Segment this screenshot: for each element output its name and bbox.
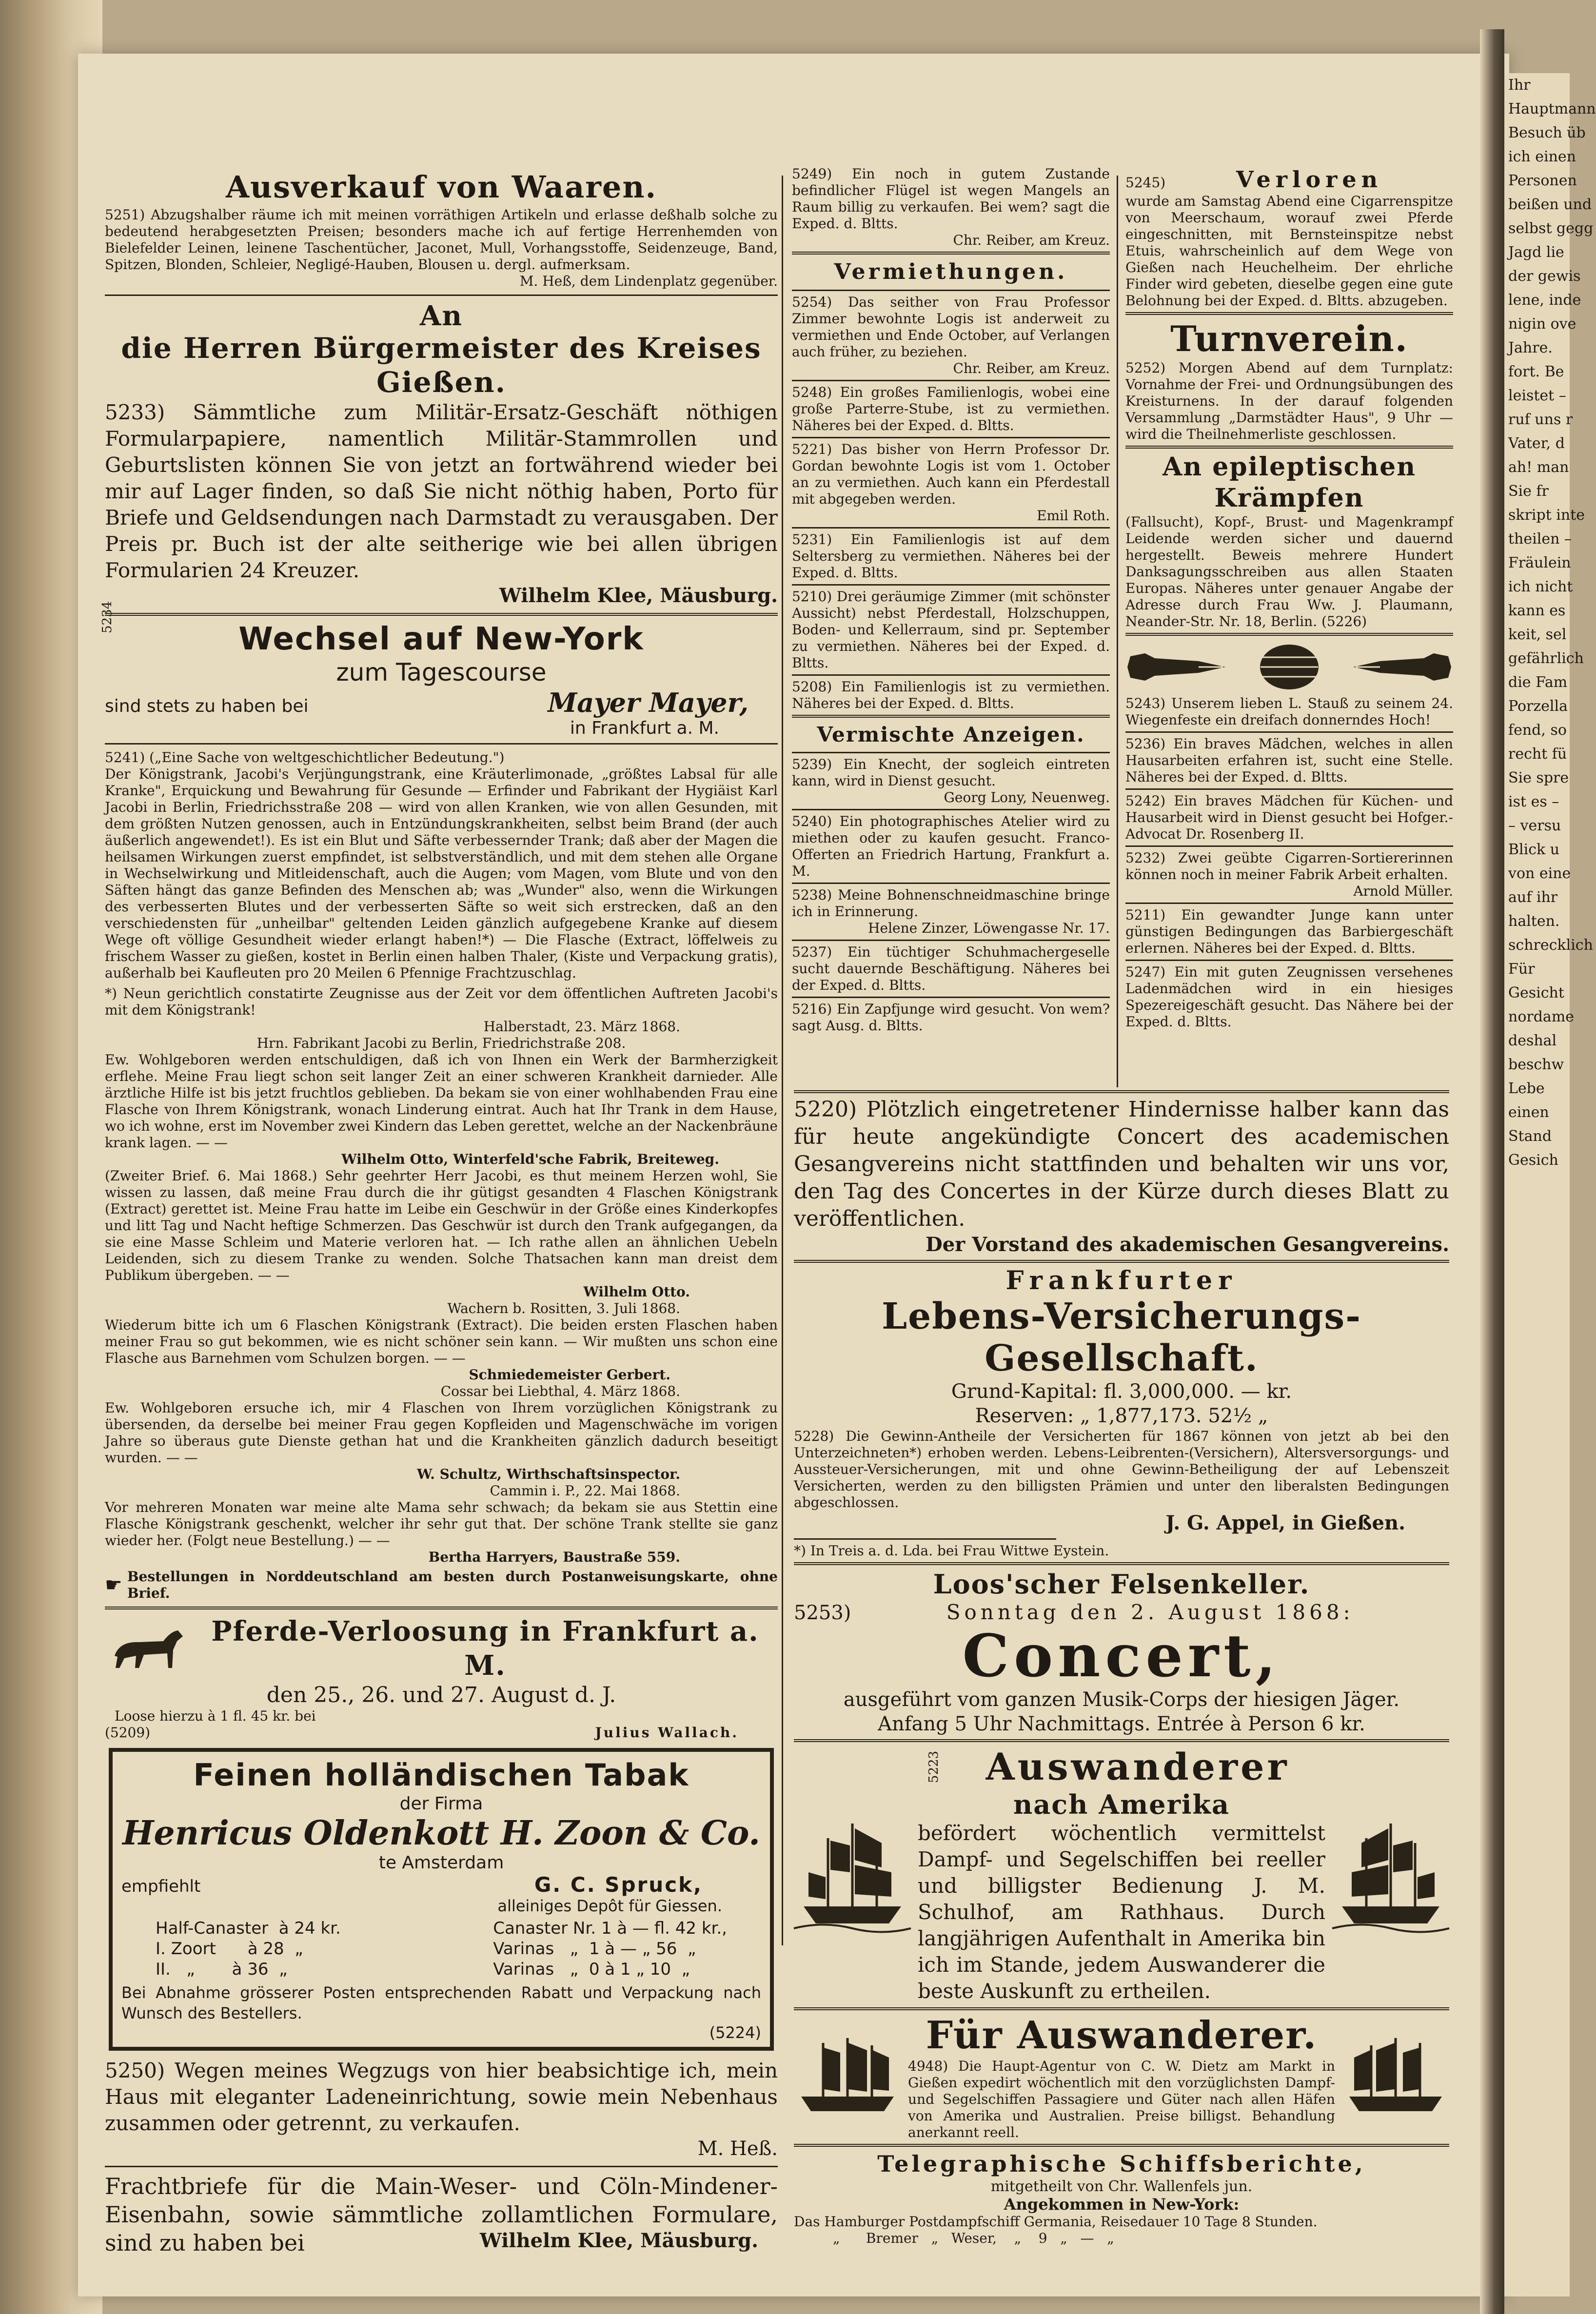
- letter-signature: Schmiedemeister Gerbert.: [469, 1367, 670, 1383]
- ad-footer: Bei Abnahme grösserer Posten entsprechenden Rabatt und Verpackung nach Wunsch des Bestellers.: [121, 1983, 761, 2022]
- next-page-line: kann es: [1508, 602, 1566, 619]
- ad-firm: Mayer Mayer,: [548, 687, 749, 718]
- sailing-ship-icon: [794, 1814, 911, 1936]
- divider: [792, 437, 1110, 438]
- letter-signature: W. Schultz, Wirthschaftsinspector.: [417, 1466, 680, 1482]
- next-page-line: recht fü: [1508, 745, 1567, 763]
- ad-frachtbriefe: [105, 2170, 778, 2255]
- next-page-line: schrecklich: [1508, 937, 1593, 954]
- ad-reserves: Reserven: „ 1,877,173. 52½ „: [975, 1405, 1268, 1427]
- ad-body: 5251) Abzugshalber räume ich mit meinen vorräthigen Artikeln und erlasse deßhalb solche zu bedeutend herabgesetzten Preisen; besonders mache ich auf fertige Herrenhemden von Bielefelder Leinen, leinene Taschentücher, Jaconet, Mull, Vorhangsstoffe, Seidenzeuge, Band, Spitzen, Blonden, Schleier, Negligé-Hauben, Blousen u. dergl. aufmerksam.: [105, 207, 778, 273]
- next-page-line: beschw: [1508, 1056, 1564, 1073]
- next-page-line: Hauptmann: [1508, 100, 1596, 118]
- ad-heading: die Herren Bürgermeister des Kreises Gießen.: [121, 332, 762, 399]
- letter-place: Cossar bei Liebthal, 4. März 1868.: [440, 1383, 680, 1399]
- divider: [794, 1538, 1056, 1540]
- ad-concert-cancel: 5220) Plötzlich eingetretener Hindernisse halber kann das für heute angekündigte Concert des academischen Gesangvereins nicht stattfinden und behalten wir uns vor, den Tag des Concertes in der Kürze durch dieses Blatt zu veröffentlichen.: [794, 1097, 1449, 1231]
- ad-order-note: Bestellungen in Norddeutschland am besten durch Postanweisungskarte, ohne Brief.: [127, 1569, 778, 1601]
- ship-report-row: „ Bremer „ Weser, „ 9 „ — „: [833, 2230, 1114, 2246]
- divider: [1125, 960, 1453, 961]
- divider: [792, 997, 1110, 998]
- price-list-right: [493, 1918, 727, 1980]
- price-list-left: [156, 1918, 341, 1980]
- next-page-line: Jagd lie: [1508, 244, 1564, 261]
- ad-signature: Der Vorstand des akademischen Gesangvereins.: [926, 1233, 1449, 1256]
- ad-body: 5211) Ein gewandter Junge kann unter günstigen Bedingungen das Barbiergeschäft erlernen. Näheres bei der Exped. d. Bltts.: [1125, 907, 1453, 956]
- ad-heading-turnverein: Turnverein.: [1170, 318, 1408, 359]
- ad-body: 5228) Die Gewinn-Antheile der Versicherten für 1867 können von jetzt ab bei den Unterzeichneten*) erhoben werden. Lebens-Leibrenten-(Versichern), Altersversorgungs- und Aussteuer-Versicherungen, mit und ohne Gewinn-Betheiligung der auf Lebenszeit Versicherten, werden zu den billigsten Prämien und unter den liberalsten Bedingungen abgeschlossen.: [794, 1428, 1449, 1510]
- price-line: Half-Canaster à 24 kr.: [156, 1919, 341, 1938]
- next-page-line: theilen –: [1508, 530, 1572, 548]
- letter-body: Ew. Wohlgeboren werden entschuldigen, daß ich von Ihnen ein Werk der Barmherzigkeit erflehe. Meine Frau liegt schon seit langer Zeit an einer schweren Krankheit darnieder. Alle ärztliche Hilfe ist bis jetzt fruchtlos geblieben. Da bekam sie von einer wohlhabenden Frau eine Flasche von Ihrem Königstrank, wonach Linderung eintrat. Auch hat Ihr Trank in dem Hause, wo ich wohne, erst im November zwei Kindern das Leben gerettet, welche an der Nackenbräune krank lagen. — —: [105, 1052, 778, 1151]
- ad-heading: Loos'scher Felsenkeller.: [933, 1569, 1310, 1600]
- divider: [1125, 633, 1453, 636]
- ad-fluegel: 5249) Ein noch in gutem Zustande befindlicher Flügel ist wegen Mangels an Raum billig zu verkaufen. Bei wem? sagt die Exped. d. Bltts.: [792, 166, 1110, 232]
- next-page-fragment: [1504, 73, 1596, 2296]
- ad-heading: Auswanderer: [985, 1745, 1290, 1788]
- ad-sub: mitgetheilt von Chr. Wallenfels jun.: [990, 2178, 1253, 2195]
- next-page-line: Stand: [1508, 1128, 1552, 1145]
- divider: [792, 290, 1110, 291]
- ad-lots: Loose hierzu à 1 fl. 45 kr. bei: [115, 1708, 316, 1724]
- ad-seller: Julius Wallach.: [595, 1725, 739, 1741]
- ad-heading: Lebens-Versicherungs-Gesellschaft.: [882, 1295, 1361, 1379]
- ad-body: 5252) Morgen Abend auf dem Turnplatz: Vornahme der Frei- und Ordnungsübungen des Kreisturnens. In der darauf folgenden Versammlung „Darmstädter Haus", 9 Uhr — wird die Theilnehmerliste geschlossen.: [1125, 360, 1454, 442]
- letter-place: Halberstadt, 23. März 1868.: [483, 1019, 680, 1035]
- divider: [792, 584, 1110, 586]
- divider: [792, 752, 1110, 753]
- next-page-line: Vater, d: [1508, 435, 1565, 452]
- next-page-line: die Fam: [1508, 674, 1568, 691]
- next-page-line: nigin ove: [1508, 315, 1576, 333]
- ad-signature: Chr. Reiber, am Kreuz.: [953, 360, 1110, 376]
- next-page-line: – versu: [1508, 817, 1561, 834]
- next-page-line: Für: [1508, 961, 1535, 978]
- letter-place: Wachern b. Rositten, 3. Juli 1868.: [447, 1300, 680, 1316]
- divider: [1125, 446, 1453, 449]
- ad-sub: nach Amerika: [1013, 1789, 1230, 1820]
- next-page-line: Jahre.: [1508, 339, 1553, 356]
- ad-date: Sonntag den 2. August 1868:: [946, 1600, 1354, 1624]
- right-column: [1117, 166, 1458, 1030]
- ad-footnote: *) Neun gerichtlich constatirte Zeugnisse aus der Zeit vor dem öffentlichen Auftreten Jacobi's mit dem Königstrank!: [105, 985, 778, 1018]
- ad-firma: der Firma: [399, 1794, 483, 1814]
- price-line: Canaster Nr. 1 à — fl. 42 kr.,: [493, 1919, 727, 1938]
- ad-number: (5209): [105, 1725, 151, 1741]
- next-page-line: deshal: [1508, 1032, 1557, 1049]
- ad-body: wurde am Samstag Abend eine Cigarrenspitze von Meerschaum, worauf zwei Pferde eingeschnitten, mit Bernsteinspitze nebst Etuis, wahrscheinlich auf dem Wege von Gießen nach Heuchelheim. Der ehrliche Finder wird gebeten, dieselbe gegen eine gute Belohnung bei der Exped. d. Bltts. abzugeben.: [1125, 193, 1453, 309]
- ad-agent: G. C. Spruck,: [534, 1873, 703, 1897]
- ad-concert-title: Concert,: [962, 1622, 1281, 1690]
- letter-signature: Wilhelm Otto, Winterfeld'sche Fabrik, Breiteweg.: [341, 1151, 719, 1167]
- ad-signature: M. Heß.: [697, 2138, 778, 2160]
- ad-body: 4948) Die Haupt-Agentur von C. W. Dietz am Markt in Gießen expedirt wöchentlich mit den vorzüglichsten Dampf- und Segelschiffen Passagiere und Güter nach allen Häfen von Amerika und Australien. Preise billigst. Behandlung anerkannt reell.: [908, 2058, 1335, 2140]
- column-rule: [782, 176, 783, 1945]
- ad-vermiet: 5254) Das seither von Frau Professor Zimmer bewohnte Logis ist anderweit zu vermiethen und Ende October, auf Verlangen auch früher, zu beziehen.: [792, 294, 1110, 360]
- ad-number: 5253): [794, 1602, 851, 1624]
- ad-heading-epilepsie: An epileptischen Krämpfen: [1162, 452, 1417, 513]
- divider: [794, 1562, 1449, 1565]
- ad-heading: Feinen holländischen Tabak: [193, 1757, 690, 1793]
- ad-signature: Emil Roth.: [1037, 508, 1110, 524]
- divider: [792, 380, 1110, 381]
- ad-city: in Frankfurt a. M.: [570, 718, 719, 738]
- divider: [792, 809, 1110, 810]
- divider: [792, 252, 1110, 255]
- ad-vermischt: 5240) Ein photographisches Atelier wird zu miethen oder zu kaufen gesucht. Franco-Offerten an Friedrich Hartung, Frankfurt a. M.: [792, 813, 1110, 879]
- next-page-line: Lebe: [1508, 1080, 1545, 1097]
- middle-column: [785, 166, 1117, 1034]
- ad-company: Henricus Oldenkott H. Zoon & Co.: [122, 1814, 760, 1853]
- next-page-line: selbst gegg: [1508, 220, 1594, 237]
- ad-vermischt: 5239) Ein Knecht, der sogleich eintreten kann, wird in Dienst gesucht.: [792, 756, 1110, 789]
- ad-pferde: [105, 1612, 778, 1743]
- next-page-line: Besuch üb: [1508, 124, 1586, 141]
- letter-body: Ew. Wohlgeboren ersuche ich, mir 4 Flaschen von Ihrem vorzüglichen Königstrank zu übersenden, da derselbe bei meiner Frau gegen Kopfleiden und Magenschwäche im vorigen Jahre so überaus gute Dienste gethan hat und die Krankheiten gänzlich dadurch beseitigt wurden. — —: [105, 1400, 778, 1466]
- ad-vermischt: 5216) Ein Zapfjunge wird gesucht. Von wem? sagt Ausg. d. Bltts.: [792, 1001, 1110, 1034]
- divider: [792, 674, 1110, 676]
- ad-number: 5245): [1125, 175, 1166, 191]
- ad-number: 5234: [100, 601, 115, 633]
- ad-body: befördert wöchentlich vermittelst Dampf- und Segelschiffen bei reeller und billigster Bedienung J. M. Schulhof, am Rathhaus. Durch langjährigen Aufenthalt in Amerika bin ich im Stande, jedem Auswanderer die beste Auskunft zu ertheilen.: [918, 1821, 1325, 2003]
- letter-signature: Bertha Harryers, Baustraße 559.: [428, 1549, 680, 1565]
- ad-ausverkauf: [105, 166, 778, 292]
- divider: [792, 882, 1110, 884]
- next-page-line: lene, inde: [1508, 292, 1581, 309]
- ad-number: (5224): [709, 2023, 761, 2042]
- price-line: I. Zoort à 28 „: [156, 1939, 303, 1959]
- next-page-line: fend, so: [1508, 722, 1567, 739]
- ad-body: 5233) Sämmtliche zum Militär-Ersatz-Geschäft nöthigen Formularpapiere, namentlich Militär-Stammrollen und Geburtslisten können Sie von jetzt an fortwährend wieder bei mir auf Lager finden, so daß Sie nicht nöthig haben, Porto für Briefe und Geldsendungen nach Darmstadt zu verausgaben. Der Preis pr. Buch ist der alte seitherige wie bei allen übrigen Formularien 24 Kreuzer.: [105, 400, 778, 582]
- ad-signature: Wilhelm Klee, Mäusburg.: [499, 584, 778, 607]
- divider: [105, 613, 778, 616]
- ad-vermiet: 5221) Das bisher von Herrn Professor Dr. Gordan bewohnte Logis ist vom 1. October an zu vermiethen. Auch kann ein Pferdestall mit abgegeben werden.: [792, 441, 1110, 507]
- ad-auswanderer: [794, 1745, 1449, 2004]
- ad-heading: An: [419, 300, 463, 332]
- divider: [792, 940, 1110, 941]
- ad-wechsel: [100, 601, 778, 740]
- next-page-line: Sie spre: [1508, 769, 1569, 786]
- ad-wegzug: [105, 2056, 778, 2163]
- wide-section: [785, 1087, 1458, 2247]
- ad-depot: alleiniges Depôt für Giessen.: [497, 1897, 722, 1915]
- ad-vermiet: 5208) Ein Familienlogis ist zu vermiethen. Näheres bei der Exped. d. Bltts.: [792, 679, 1110, 711]
- divider: [1125, 902, 1453, 904]
- divider: [105, 2166, 778, 2167]
- ad-body: 5242) Ein braves Mädchen für Küchen- und Hausarbeit wird in Dienst gesucht bei Hofger.-Advocat Dr. Rosenberg II.: [1125, 793, 1453, 842]
- divider: [794, 1090, 1449, 1093]
- ad-heading: Telegraphische Schiffsberichte,: [877, 2151, 1366, 2177]
- left-column: [100, 166, 778, 2256]
- next-page-line: Blick u: [1508, 841, 1560, 858]
- ad-heading: Pferde-Verloosung in Frankfurt a. M.: [211, 1615, 759, 1682]
- ad-heading: Für Auswanderer.: [926, 2013, 1318, 2058]
- ad-signature: Chr. Reiber, am Kreuz.: [953, 232, 1110, 248]
- ad-signature: Georg Lony, Neuenweg.: [944, 789, 1110, 805]
- ad-signature: M. Heß, dem Lindenplatz gegenüber.: [519, 273, 778, 289]
- next-page-line: ich nicht: [1508, 578, 1573, 595]
- next-page-line: Gesicht: [1508, 984, 1564, 1001]
- divider: [1125, 312, 1453, 315]
- next-page-line: einen: [1508, 1104, 1549, 1121]
- next-page-line: Sie fr: [1508, 483, 1549, 500]
- ad-vermischt: 5238) Meine Bohnenschneidmaschine bringe ich in Erinnerung.: [792, 887, 1110, 920]
- pointing-hand-icon: [1125, 647, 1228, 686]
- ad-recommends: empfiehlt: [121, 1877, 201, 1896]
- next-page-line: Porzella: [1508, 698, 1568, 715]
- next-page-line: nordame: [1508, 1008, 1575, 1025]
- section-heading-vermiethungen: Vermiethungen.: [834, 259, 1068, 284]
- ad-arrived: Angekommen in New-York:: [1004, 2195, 1240, 2214]
- ad-body: Der Königstrank, Jacobi's Verjüngungstrank, eine Kräuterlimonade, „größtes Labsal für alle Kranke", Erquickung und Bewahrung für Gesunde — Erfinder und Fabrikant der Hygiäist Karl Jacobi in Berlin, Friedrichsstraße 208 — wird von allen Kranken, wie von allen Gesunden, mit dem größten Nutzen genossen, auch in Entzündungskrankheiten, selbst beim Brand (der auch äußerlich angewendet!). Es ist ein Blut und Säfte verbessernder Trank; daß aber der Magen die heilsamen Wirkungen zuerst empfindet, ist selbstverständlich, und mit dem stehen alle Organe in Wechselwirkung und Mitleidenschaft, auch die Augen; vom Magen, vom Blute und von den Säften hängt das ganze Befinden des Menschen ab; was „Wunder" also, wenn die Wirkungen des verbesserten Blutes und der verbesserten Säfte so weit sich erstrecken, daß an den verschiedensten für „unheilbar" geltenden Leiden gänzlich aufgegebene Kranke auf diesem Wege oft völlige Gesundheit wieder erlangt haben!*) — Die Flasche (Extract, löffelweis zu frischem Wasser zu gießen, kostet in Berlin einen halben Thaler, (Kiste und Verpackung gratis), außerhalb bei Kaufleuten pro 20 Meilen 6 Pfennige Frachtzuschlag.: [105, 766, 778, 981]
- ship-report-row: Das Hamburger Postdampfschiff Germania, Reisedauer 10 Tage 8 Stunden.: [794, 2214, 1318, 2230]
- ad-signature: Helene Zinzer, Löwengasse Nr. 17.: [868, 920, 1110, 936]
- next-page-line: ah! man: [1508, 459, 1569, 476]
- next-page-line: ruf uns r: [1508, 411, 1573, 428]
- ad-number: 5223: [926, 1750, 942, 1784]
- divider: [794, 1739, 1449, 1742]
- price-line: II. „ à 36 „: [156, 1960, 288, 1979]
- divider: [794, 2144, 1449, 2147]
- divider: [1125, 788, 1453, 790]
- ad-signature: Arnold Müller.: [1353, 883, 1453, 899]
- divider: [1125, 845, 1453, 847]
- divider: [794, 2007, 1449, 2010]
- price-line: Varinas „ 0 à 1 „ 10 „: [493, 1960, 690, 1979]
- price-line: Varinas „ 1 à — „ 56 „: [493, 1939, 696, 1959]
- sailing-ship-icon: [794, 2033, 901, 2121]
- ad-vermiet: 5248) Ein großes Familienlogis, wobei eine große Parterre-Stube, ist zu vermiethen. Näheres bei der Exped. d. Bltts.: [792, 384, 1110, 433]
- horse-icon: [105, 1622, 188, 1675]
- letter-signature: Wilhelm Otto.: [583, 1284, 690, 1300]
- ad-concert-time: Anfang 5 Uhr Nachmittags. Entrée à Person 6 kr.: [878, 1713, 1365, 1735]
- ad-heading: Wechsel auf New-York: [238, 621, 644, 657]
- letter-body: (Zweiter Brief. 6. Mai 1868.) Sehr geehrter Herr Jacobi, es thut meinem Herzen wohl, Sie wissen zu lassen, daß meine Frau durch die ihr gütigst gesandten 4 Flaschen Königstrank (Extract) gerettet ist. Meine Frau hatte im Leibe ein Geschwür in der Größe eines Kinderkopfes und litt Tag und Nacht heftige Schmerzen. Das Geschwür ist durch den Trank aufgegangen, da sie eine Masse Schleim und Materie verloren hat. — Ich rathe allen an ähnlichen Uebeln Leidenden, sich zu diesem Tranke zu wenden. Solche Thatsachen kann man dreist dem Publikum übergeben. — —: [105, 1168, 778, 1283]
- ad-dates: den 25., 26. und 27. August d. J.: [266, 1683, 616, 1707]
- next-page-line: Gesich: [1508, 1152, 1558, 1169]
- ad-fuer-auswanderer: [794, 2013, 1449, 2141]
- next-page-line: leistet –: [1508, 387, 1566, 404]
- pointing-hand-icon: ☛: [105, 1574, 122, 1596]
- ad-vermiet: 5210) Drei geräumige Zimmer (mit schönster Aussicht) nebst Pferdestall, Holzschuppen, Boden- und Kellerraum, sind pr. September zu vermiethen. Näheres bei der Exped. d. Bltts.: [792, 588, 1110, 671]
- ad-body: Frachtbriefe für die Main-Weser- und Cöln-Mindener-Eisenbahn, sowie sämmtliche zollamtlichen Formulare, sind zu haben bei: [105, 2173, 778, 2256]
- divider: [794, 1260, 1449, 1263]
- next-page-line: fort. Be: [1508, 363, 1564, 380]
- letter-place: Cammin i. P., 22. Mai 1868.: [490, 1483, 680, 1499]
- ad-sub: zum Tagescourse: [336, 658, 547, 686]
- divider: [105, 294, 778, 296]
- next-page-line: beißen und: [1508, 196, 1592, 213]
- next-page-line: auf ihr: [1508, 889, 1558, 906]
- ad-body: 5243) Unserem lieben L. Stauß zu seinem 24. Wiegenfeste ein dreifach donnerndes Hoch!: [1125, 695, 1453, 728]
- section-heading-vermischte: Vermischte Anzeigen.: [817, 723, 1085, 746]
- next-page-line: von eine: [1508, 865, 1571, 882]
- ad-koenigstrank: [105, 747, 778, 1604]
- next-page-line: Personen: [1508, 172, 1577, 189]
- ad-body: 5232) Zwei geübte Cigarren-Sortiererinnen können noch in meiner Fabrik Arbeit erhalten.: [1125, 850, 1453, 882]
- next-page-line: halten.: [1508, 913, 1560, 930]
- ad-capital: Grund-Kapital: fl. 3,000,000. — kr.: [951, 1380, 1292, 1403]
- divider: [792, 715, 1110, 718]
- ad-vermiet: 5231) Ein Familienlogis ist auf dem Seltersberg zu vermiethen. Näheres bei der Exped. d. Bltts.: [792, 531, 1110, 581]
- ad-concert-by: ausgeführt vom ganzen Musik-Corps der hiesigen Jäger.: [843, 1688, 1400, 1711]
- divider: [1125, 731, 1453, 733]
- pointing-hand-icon: [1351, 647, 1453, 686]
- divider: [105, 1607, 778, 1609]
- book-gutter: [1480, 29, 1504, 2314]
- next-page-line: Fräulein: [1508, 554, 1571, 571]
- next-page-line: Ihr: [1508, 77, 1531, 94]
- ad-heading: Frankfurter: [1005, 1266, 1238, 1295]
- next-page-line: ist es –: [1508, 793, 1559, 810]
- ad-body: 5236) Ein braves Mädchen, welches in allen Hausarbeiten erfahren ist, sucht eine Stelle. Näheres bei der Exped. d. Bltts.: [1125, 736, 1453, 785]
- ad-body: (Fallsucht), Kopf-, Brust- und Magenkrampf Leidende werden sicher und dauernd hergestellt. Beweis mehrere Hundert Danksagungsschreiben aus allen Staaten Europas. Näheres unter genauer Angabe der Adresse durch Frau Ww. J. Plaumann, Neander-Str. Nr. 18, Berlin. (5226): [1125, 514, 1453, 629]
- ad-signature: J. G. Appel, in Gießen.: [1165, 1511, 1405, 1534]
- ad-heading: Verloren: [1236, 166, 1383, 193]
- ad-body: 5247) Ein mit guten Zeugnissen versehenes Ladenmädchen wird in ein hiesiges Spezereigeschäft gesucht. Das Nähere bei der Exped. d. Bltts.: [1125, 964, 1453, 1030]
- sailing-ship-icon: [1332, 1814, 1449, 1936]
- sailing-ship-icon: [1342, 2033, 1449, 2121]
- ad-text: sind stets zu haben bei: [105, 696, 309, 716]
- ad-intro: 5241) („Eine Sache von weltgeschichtlicher Bedeutung."): [105, 749, 505, 765]
- ad-signature: Wilhelm Klee, Mäusburg.: [479, 2229, 758, 2252]
- next-page-line: der gewis: [1508, 268, 1581, 285]
- ad-body: 5250) Wegen meines Wegzugs von hier beabsichtige ich, mein Haus mit eleganter Ladeneinrichtung, sowie mein Nebenhaus zusammen oder getrennt, zu verkaufen.: [105, 2059, 778, 2135]
- letter-address: Hrn. Fabrikant Jacobi zu Berlin, Friedrichstraße 208.: [256, 1035, 626, 1051]
- letter-body: Wiederum bitte ich um 6 Flaschen Königstrank (Extract). Die beiden ersten Flaschen haben meiner Frau so gut bekommen, wie es nicht schöner sein kann. — Wir mußten uns schon eine Flasche aus Barnehmen vom Schulzen borgen. — —: [105, 1317, 778, 1366]
- ad-footnote: *) In Treis a. d. Lda. bei Frau Wittwe Eystein.: [794, 1543, 1109, 1559]
- ad-heading: Ausverkauf von Waaren.: [225, 169, 657, 205]
- letter-body: Vor mehreren Monaten war meine alte Mama sehr schwach; da bekam sie aus Stettin eine Flasche Königstrank geschenkt, welcher ihr sehr gut that. Der schöne Trank stellte sie ganz wieder her. (Folgt neue Bestellung.) — —: [105, 1499, 778, 1549]
- next-page-line: keit, sel: [1508, 626, 1567, 643]
- ad-vermischt: 5237) Ein tüchtiger Schuhmachergeselle sucht dauernde Beschäftigung. Näheres bei der Exped. d. Bltts.: [792, 944, 1110, 993]
- next-page-line: skript inte: [1508, 507, 1585, 524]
- ad-buergermeister: [105, 299, 778, 610]
- divider: [792, 527, 1110, 529]
- next-page-line: ich einen: [1508, 148, 1576, 165]
- ad-tabak: [109, 1748, 774, 2051]
- ad-city: te Amsterdam: [378, 1853, 504, 1873]
- next-page-line: gefährlich: [1508, 650, 1584, 667]
- divider: [105, 743, 778, 745]
- barrel-icon: [1258, 643, 1321, 691]
